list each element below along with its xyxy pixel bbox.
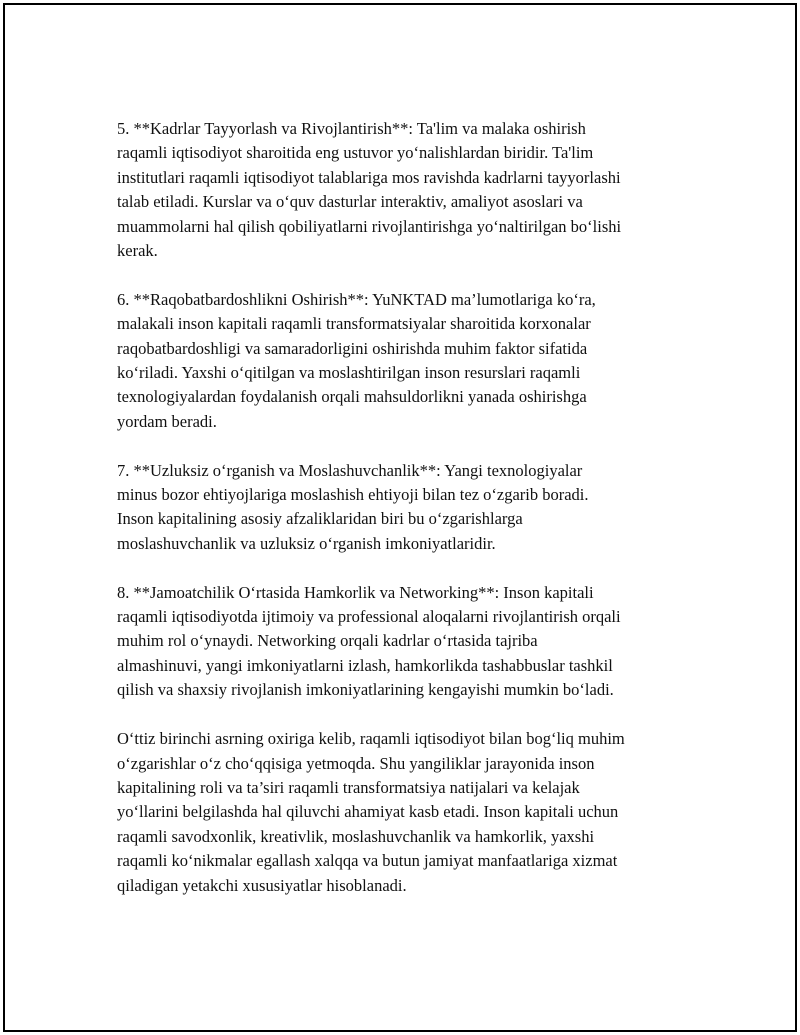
paragraph-conclusion: O‘ttiz birinchi asrning oxiriga kelib, raqamli iqtisodiyot bilan bog‘liq muhim o‘zgarishlar o‘z cho‘qqisiga yetmoqda. Shu yangiliklar jarayonida inson kapitalining roli va ta’siri raqamli transformatsiya natijalari va kelajak yo‘llarini belgilashda hal qiluvchi ahamiyat kasb etadi. Inson kapitali uchun raqamli savodxonlik, kreativlik, moslashuvchanlik va hamkorlik, yaxshi raqamli ko‘nikmalar egallash xalqqa va butun jamiyat manfaatlariga xizmat qiladigan yetakchi xususiyatlar hisoblanadi. — [117, 729, 625, 895]
paragraph-raqobatbardoshlik: 6. **Raqobatbardoshlikni Oshirish**: YuNKTAD ma’lumotlariga ko‘ra, malakali inson kapitali raqamli transformatsiyalar sharoitida korxonalar raqobatbardoshligi va samaradorligini oshirishda muhim faktor sifatida ko‘riladi. Yaxshi o‘qitilgan va moslashtirilgan inson resurslari raqamli texnologiyalardan foydalanish orqali mahsuldorlikni yanada oshirishga yordam beradi. — [117, 289, 596, 431]
paragraph-hamkorlik-networking: 8. **Jamoatchilik O‘rtasida Hamkorlik va Networking**: Inson kapitali raqamli iqtisodiyotda ijtimoiy va professional aloqalarni rivojlantirish orqali muhim rol o‘ynaydi. Networking orqali kadrlar o‘rtasida tajriba almashinuvi, yangi imkoniyatlarni izlash, hamkorlikda tashabbuslar tashkil qilish va shaxsiy rivojlanish imkoniyatlarining kengayishi mumkin bo‘ladi. — [117, 582, 621, 700]
document-body — [117, 117, 689, 898]
paragraph-kadrlar-tayyorlash: 5. **Kadrlar Tayyorlash va Rivojlantirish**: Ta'lim va malaka oshirish raqamli iqtisodiyot sharoitida eng ustuvor yo‘nalishlardan biridir. Ta'lim institutlari raqamli iqtisodiyot talablariga mos ravishda kadrlarni tayyorlashi talab etiladi. Kurslar va o‘quv dasturlar interaktiv, amaliyot asoslari va muammolarni hal qilish qobiliyatlarni rivojlantirishga yo‘naltirilgan bo‘lishi kerak. — [117, 119, 622, 261]
paragraph-uzluksiz-organish: 7. **Uzluksiz o‘rganish va Moslashuvchanlik**: Yangi texnologiyalar minus bozor ehtiyojlariga moslashish ehtiyoji bilan tez o‘zgarib boradi. Inson kapitalining asosiy afzaliklaridan biri bu o‘zgarishlarga moslashuvchanlik va uzluksiz o‘rganish imkoniyatlaridir. — [117, 460, 589, 553]
